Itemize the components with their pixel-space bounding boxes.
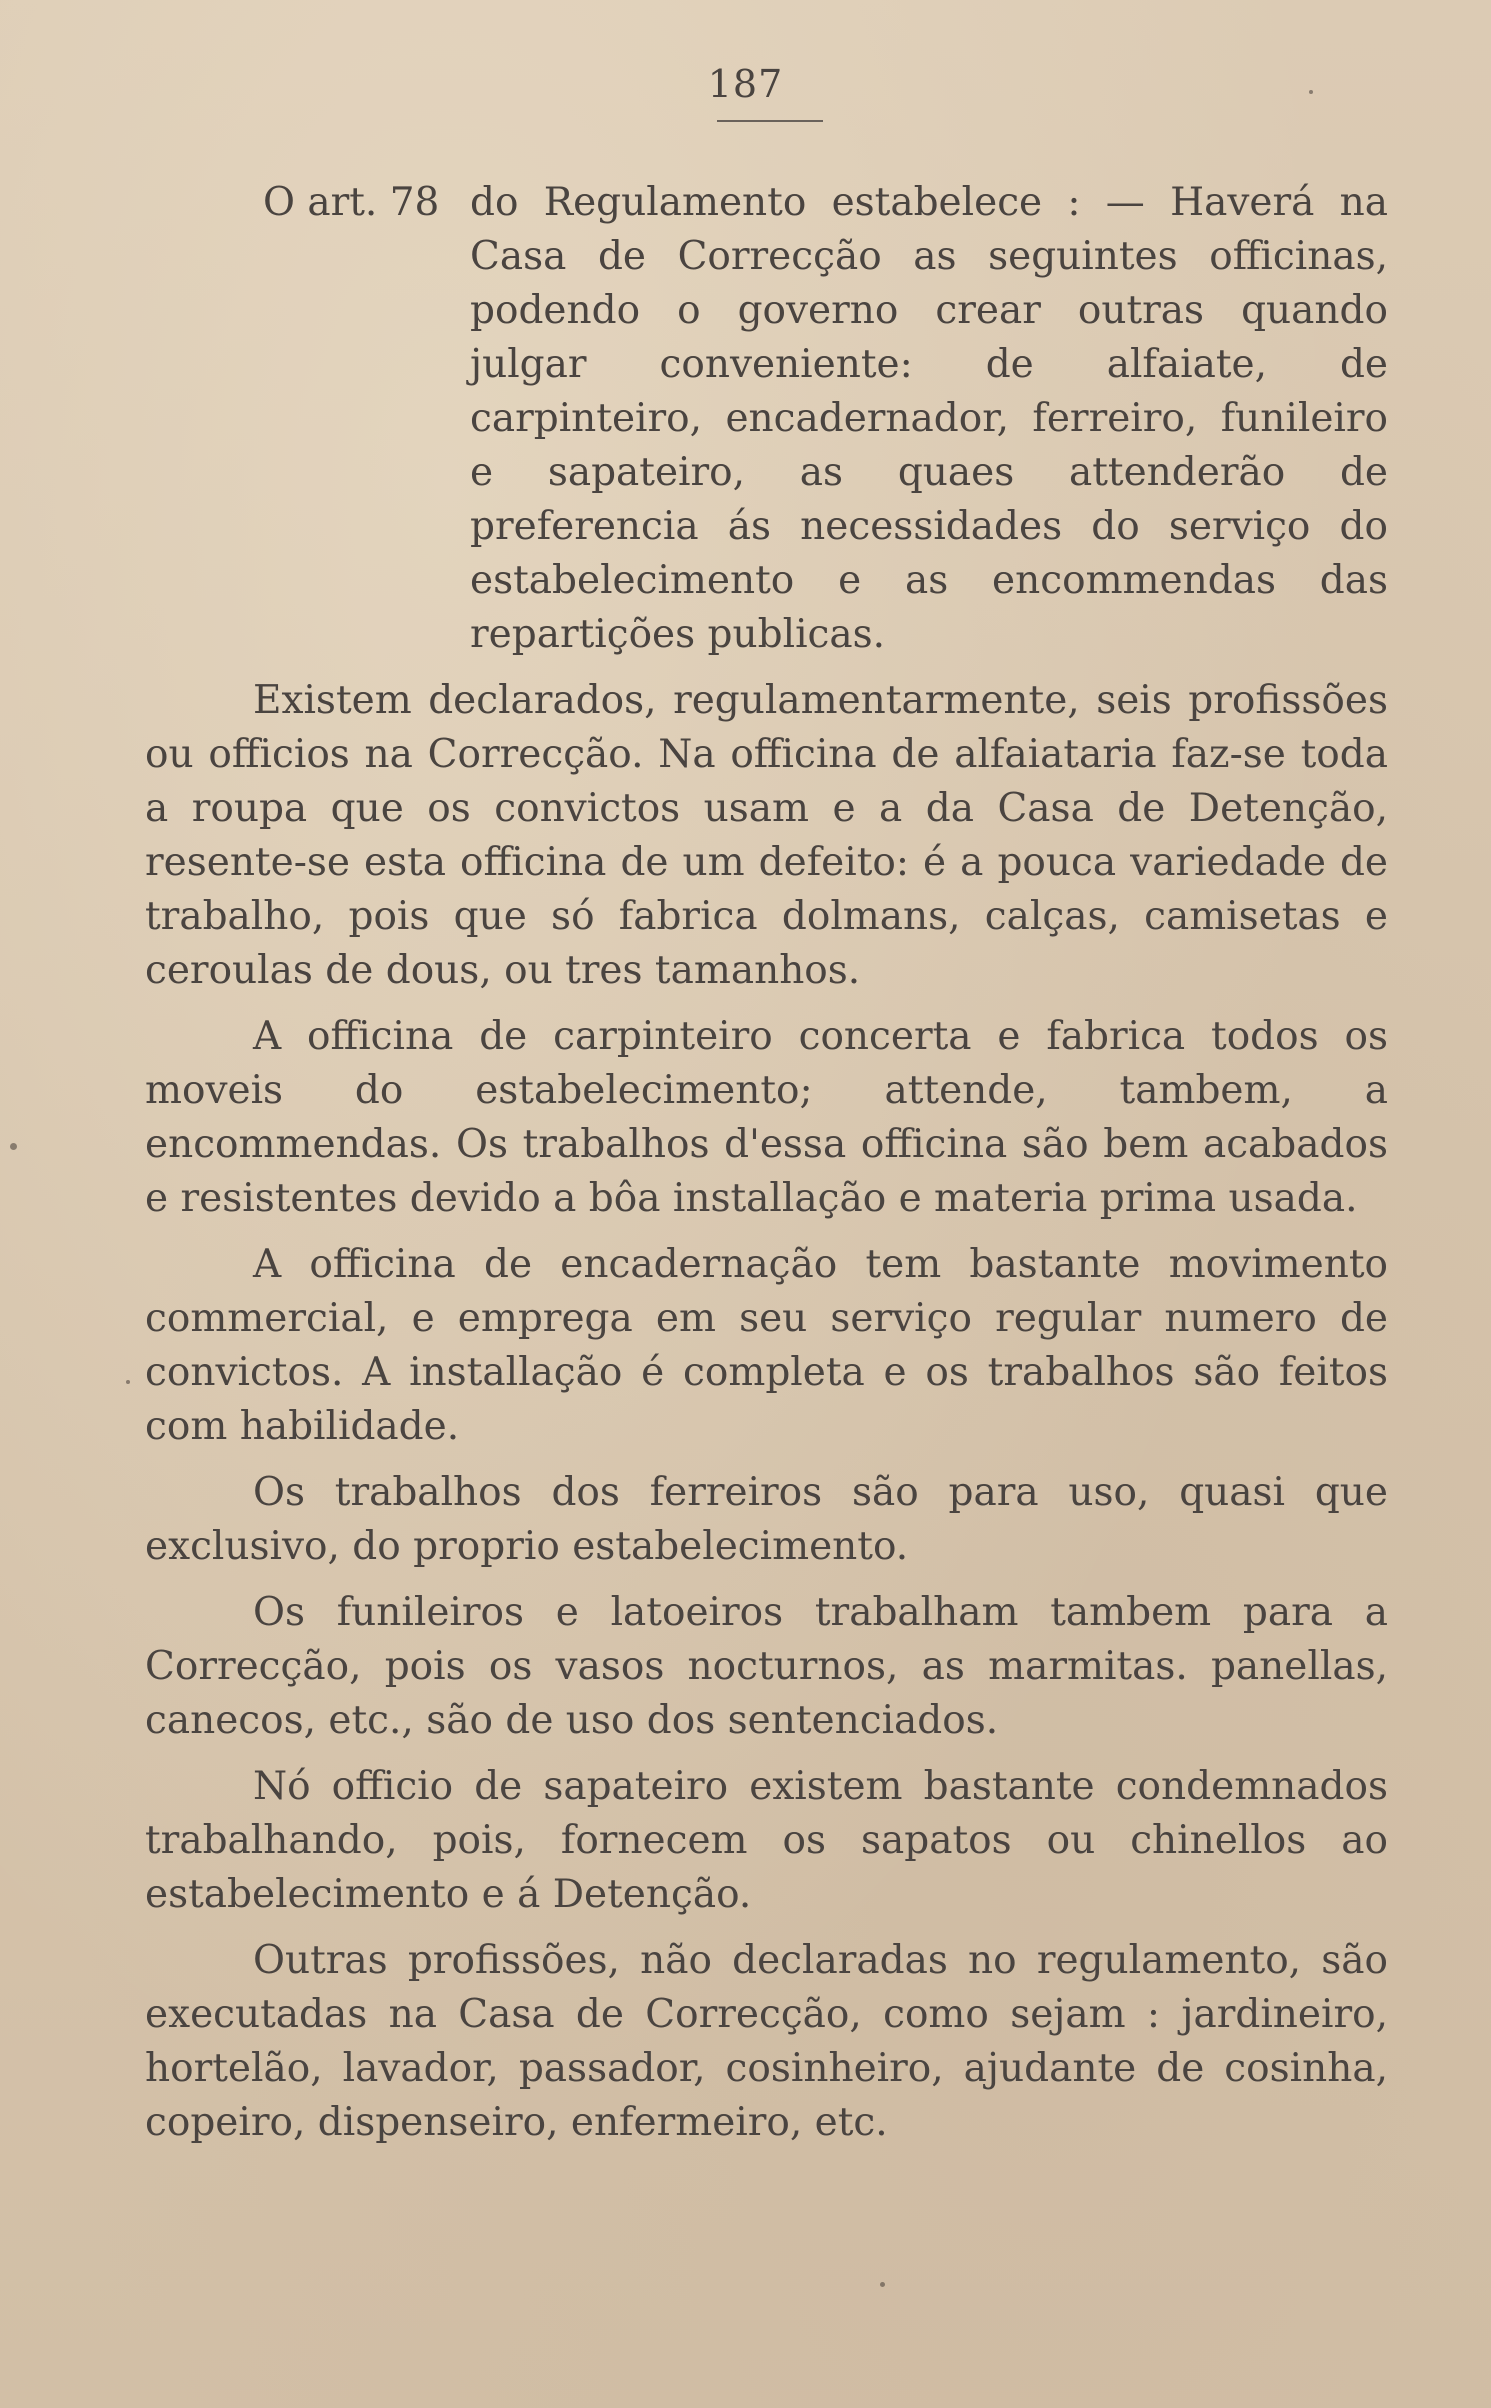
paper-speck (126, 1380, 130, 1384)
page-number-rule (717, 120, 823, 122)
paragraph-shoemaking: Nó officio de sapateiro existem bastante condemnados trabalhando, pois, fornecem os sapatos ou chinellos ao estabelecimento e á Detenção. (145, 1764, 1388, 1917)
paragraph-article-78 (145, 176, 1388, 662)
paragraph-carpentry: A officina de carpinteiro concerta e fabrica todos os moveis do estabelecimento; attende, tambem, a encommendas. Os trabalhos d'essa officina são bem acabados e resistentes devido a bôa installação e materia prima usada. (145, 1014, 1388, 1221)
paragraph-tinsmiths: Os funileiros e latoeiros trabalham tambem para a Correcção, pois os vasos nocturnos, as marmitas. panellas, canecos, etc., são de uso dos sentenciados. (145, 1590, 1388, 1743)
page-number: 187 (707, 62, 784, 106)
paragraph-text: do Regulamento estabelece : — Haverá na Casa de Correcção as seguintes officinas, podendo o governo crear outras quando julgar conveniente: de alfaiate, de carpinteiro, encadernador, ferreiro, funileiro e sapateiro, as quaes attenderão de preferencia ás necessidades do serviço do estabelecimento e as encommendas das repartições publicas. (470, 180, 1388, 657)
paragraph-blacksmiths: Os trabalhos dos ferreiros são para uso, quasi que exclusivo, do proprio estabelecimento. (145, 1470, 1388, 1569)
paragraph-other-professions: Outras profissões, não declaradas no regulamento, são executadas na Casa de Correcção, como sejam : jardineiro, hortelão, lavador, passador, cosinheiro, ajudante de cosinha, copeiro, dispenseiro, enfermeiro, etc. (145, 1938, 1388, 2145)
body-text (145, 176, 1388, 2150)
paragraph-professions: Existem declarados, regulamentarmente, seis profissões ou officios na Correcção. Na officina de alfaiataria faz-se toda a roupa que os convictos usam e a da Casa de Detenção, resente-se esta officina de um defeito: é a pouca variedade de trabalho, pois que só fabrica dolmans, calças, camisetas e ceroulas de dous, ou tres tamanhos. (145, 678, 1388, 993)
paragraph-bookbinding: A officina de encadernação tem bastante movimento commercial, e emprega em seu serviço regular numero de convictos. A installação é completa e os trabalhos são feitos com habilidade. (145, 1242, 1388, 1449)
paper-speck (880, 2282, 885, 2287)
paragraph-lead: O art. 78 (263, 180, 440, 225)
paper-speck (10, 1143, 17, 1150)
paper-speck (1309, 90, 1313, 94)
